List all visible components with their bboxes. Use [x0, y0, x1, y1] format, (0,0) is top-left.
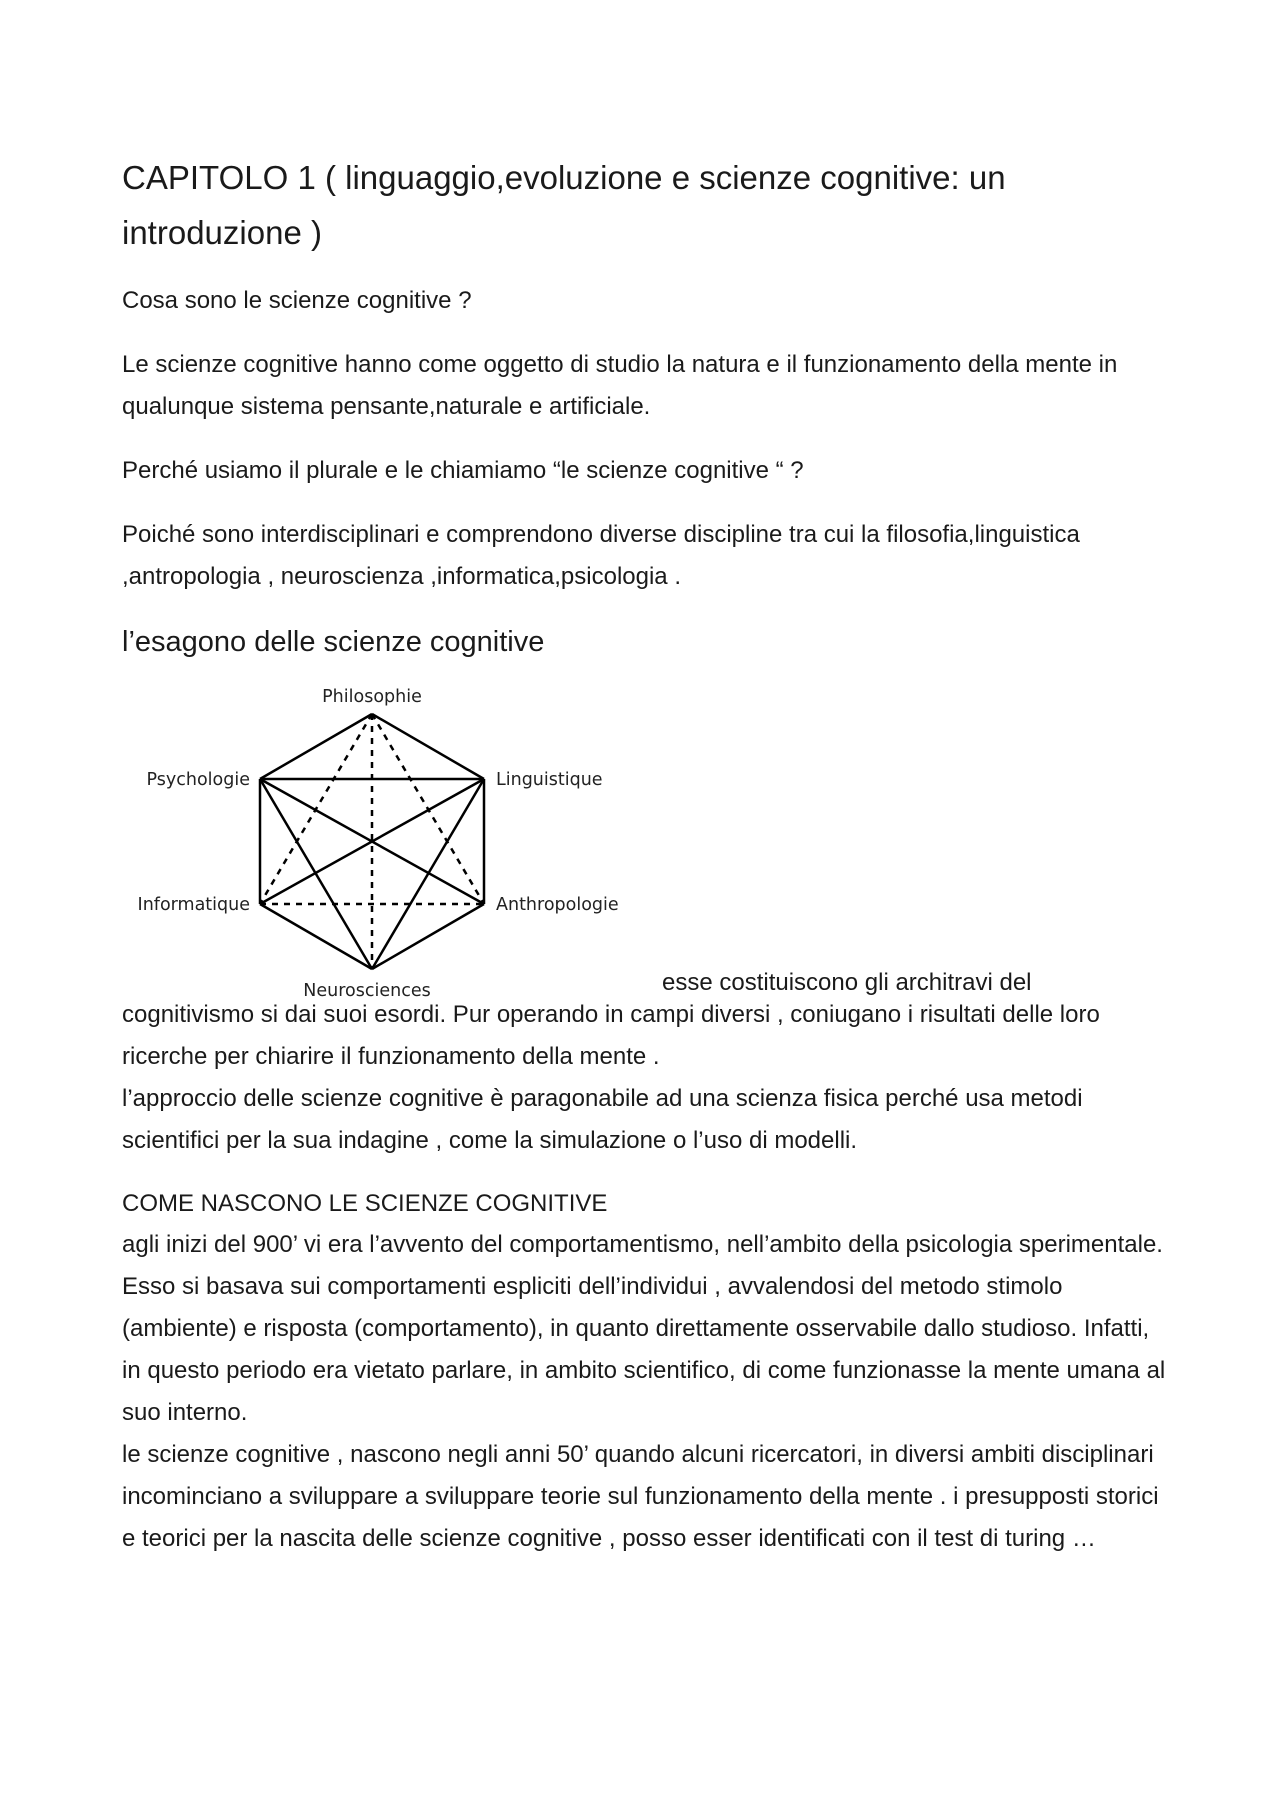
approach-paragraph: l’approccio delle scienze cognitive è paragonabile ad una scienza fisica perché usa metodi scientifici per la sua indagine , come la simulazione o l’uso di modelli.: [122, 1085, 1083, 1154]
edge-top-upperright: [372, 714, 484, 779]
text-after-figure: cognitivismo si dai suoi esordi. Pur operando in campi diversi , coniugano i risultati delle loro ricerche per chiarire il funzionamento della mente .: [122, 1001, 1100, 1070]
section2-heading: COME NASCONO LE SCIENZE COGNITIVE: [122, 1190, 608, 1217]
edge-lowerright-bottom: [372, 904, 484, 969]
text-after-figure-inline: esse costituiscono gli architravi del: [662, 969, 1032, 996]
answer-why-plural: Poiché sono interdisciplinari e comprendono diverse discipline tra cui la filosofia,linguistica ,antropologia , neuroscienza ,informatica,psicologia .: [122, 521, 1080, 590]
question-why-plural: Perché usiamo il plurale e le chiamiamo “le scienze cognitive “ ?: [122, 457, 804, 484]
question-what-are: Cosa sono le scienze cognitive ?: [122, 287, 472, 314]
section2-paragraph-2: le scienze cognitive , nascono negli anni 50’ quando alcuni ricercatori, in diversi ambiti disciplinari incominciano a sviluppare a sviluppare teorie sul funzionamento della mente . i presupposti storici e teorici per la nascita delle scienze cognitive , posso esser identificati con il test di turing …: [122, 1441, 1159, 1552]
label-anthropologie: Anthropologie: [496, 895, 619, 915]
hexagon-diagram: [112, 674, 672, 1004]
label-neurosciences: Neurosciences: [303, 981, 431, 1001]
section2-paragraph-1: agli inizi del 900’ vi era l’avvento del comportamentismo, nell’ambito della psicologia sperimentale. Esso si basava sui comportamenti espliciti dell’individui , avvalendosi del metodo stimolo (ambiente) e risposta (comportamento), in quanto direttamente osservabile dallo studioso. Infatti, in questo periodo era vietato parlare, in ambito scientifico, di come funzionasse la mente umana al suo interno.: [122, 1231, 1166, 1426]
label-psychologie: Psychologie: [146, 770, 250, 790]
hexagon-figure-row: [122, 674, 1172, 1001]
edge-lowerleft-bottom: [260, 904, 372, 969]
document-content: [122, 150, 1172, 1560]
answer-what-are: Le scienze cognitive hanno come oggetto di studio la natura e il funzionamento della mente in qualunque sistema pensante,naturale e artificiale.: [122, 351, 1118, 420]
label-philosophie: Philosophie: [322, 687, 422, 707]
hexagon-heading: l’esagono delle scienze cognitive: [122, 626, 545, 658]
edge-top-upperleft: [260, 714, 372, 779]
label-linguistique: Linguistique: [496, 770, 603, 790]
label-informatique: Informatique: [137, 895, 250, 915]
chapter-title: CAPITOLO 1 ( linguaggio,evoluzione e scienze cognitive: un introduzione ): [122, 159, 1006, 251]
